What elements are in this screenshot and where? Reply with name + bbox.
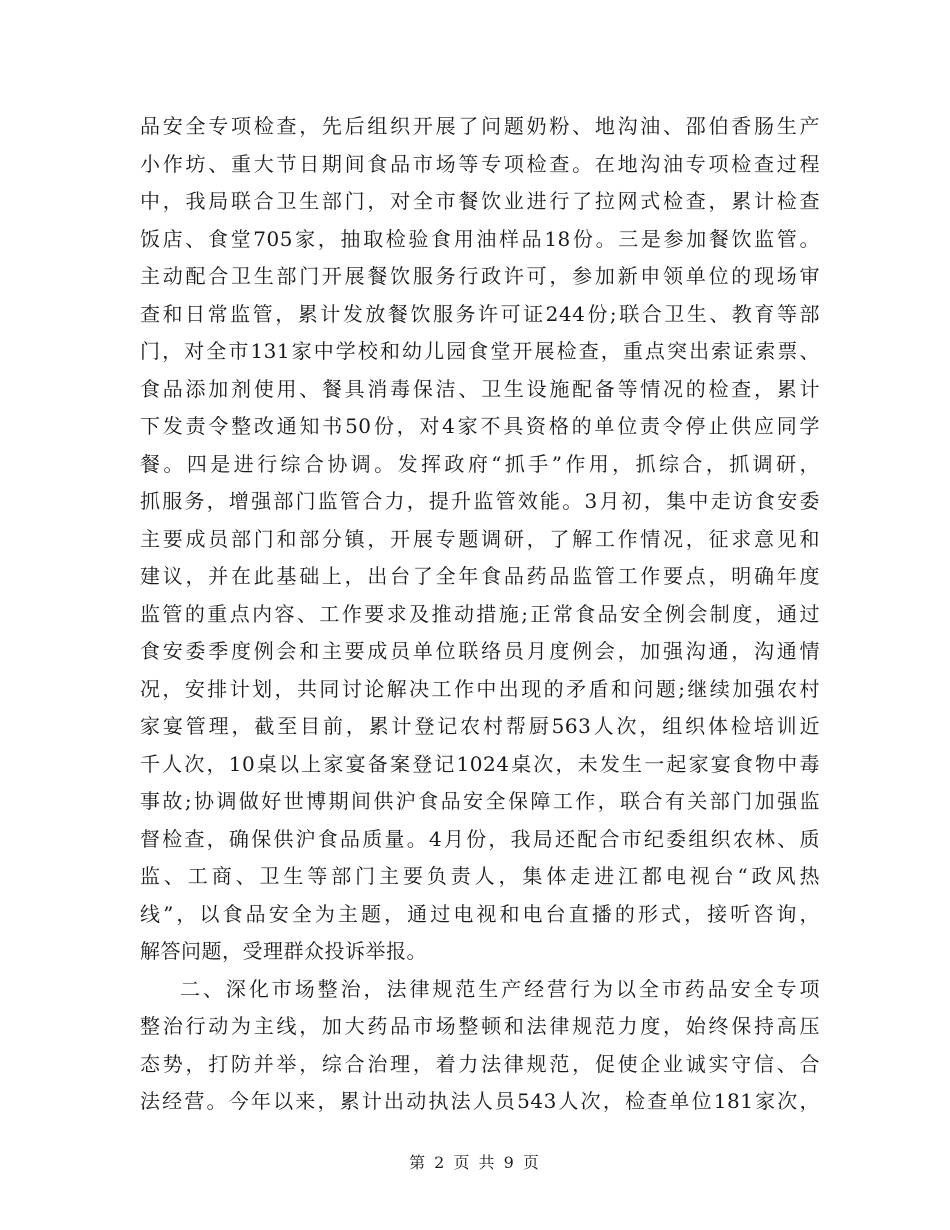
text-line: 线”，以食品安全为主题，通过电视和电台直播的形式，接听咨询， [140,901,820,926]
text-line: 事故;协调做好世博期间供沪食品安全保障工作，联合有关部门加强监 [140,789,820,813]
text-line: 督检查，确保供沪食品质量。4月份，我局还配合市纪委组织农林、质 [140,826,820,851]
text-line: 况，安排计划，共同讨论解决工作中出现的矛盾和问题;继续加强农村 [140,676,820,701]
text-line: 态势，打防并举，综合治理，着力法律规范，促使企业诚实守信、合 [140,1051,820,1076]
text-line: 查和日常监管，累计发放餐饮服务许可证244份;联合卫生、教育等部 [140,301,820,326]
text-line: 主动配合卫生部门开展餐饮服务行政许可，参加新申领单位的现场审 [140,264,820,288]
text-line: 品安全专项检查，先后组织开展了问题奶粉、地沟油、邵伯香肠生产 [140,114,820,138]
paragraph-1 [140,108,820,971]
text-line: 二、深化市场整治，法律规范生产经营行为以全市药品安全专项 [180,976,820,1001]
text-line: 门，对全市131家中学校和幼儿园食堂开展检查，重点突出索证索票、 [140,339,820,363]
text-line: 抓服务，增强部门监管合力，提升监管效能。3月初，集中走访食安委 [140,489,820,513]
text-line: 餐。四是进行综合协调。发挥政府“抓手”作用，抓综合，抓调研， [140,451,820,476]
text-line: 小作坊、重大节日期间食品市场等专项检查。在地沟油专项检查过程 [140,151,820,176]
text-line: 主要成员部门和部分镇，开展专题调研，了解工作情况，征求意见和 [140,526,820,551]
text-line: 千人次，10桌以上家宴备案登记1024桌次，未发生一起家宴食物中毒 [140,751,820,776]
text-line: 家宴管理，截至目前，累计登记农村帮厨563人次，组织体检培训近 [140,714,820,738]
text-line: 解答问题，受理群众投诉举报。 [140,939,427,963]
text-line: 下发责令整改通知书50份，对4家不具资格的单位责令停止供应同学 [140,414,820,438]
text-line: 中，我局联合卫生部门，对全市餐饮业进行了拉网式检查，累计检查 [140,189,820,213]
paragraph-2 [140,971,820,1121]
text-line: 建议，并在此基础上，出台了全年食品药品监管工作要点，明确年度 [140,564,820,588]
text-line: 监管的重点内容、工作要求及推动措施;正常食品安全例会制度，通过 [140,601,820,626]
page-number-footer: 第 2 页 共 9 页 [409,1153,541,1172]
text-line: 法经营。今年以来，累计出动执法人员543人次，检查单位181家次， [140,1089,820,1113]
text-line: 食品添加剂使用、餐具消毒保洁、卫生设施配备等情况的检查，累计 [140,376,820,401]
text-line: 整治行动为主线，加大药品市场整顿和法律规范力度，始终保持高压 [140,1014,820,1038]
body-text [140,108,820,1121]
text-line: 食安委季度例会和主要成员单位联络员月度例会，加强沟通，沟通情 [140,639,820,663]
text-line: 监、工商、卫生等部门主要负责人，集体走进江都电视台“政风热 [140,864,820,888]
text-line: 饭店、食堂705家，抽取检验食用油样品18份。三是参加餐饮监管。 [140,226,820,251]
